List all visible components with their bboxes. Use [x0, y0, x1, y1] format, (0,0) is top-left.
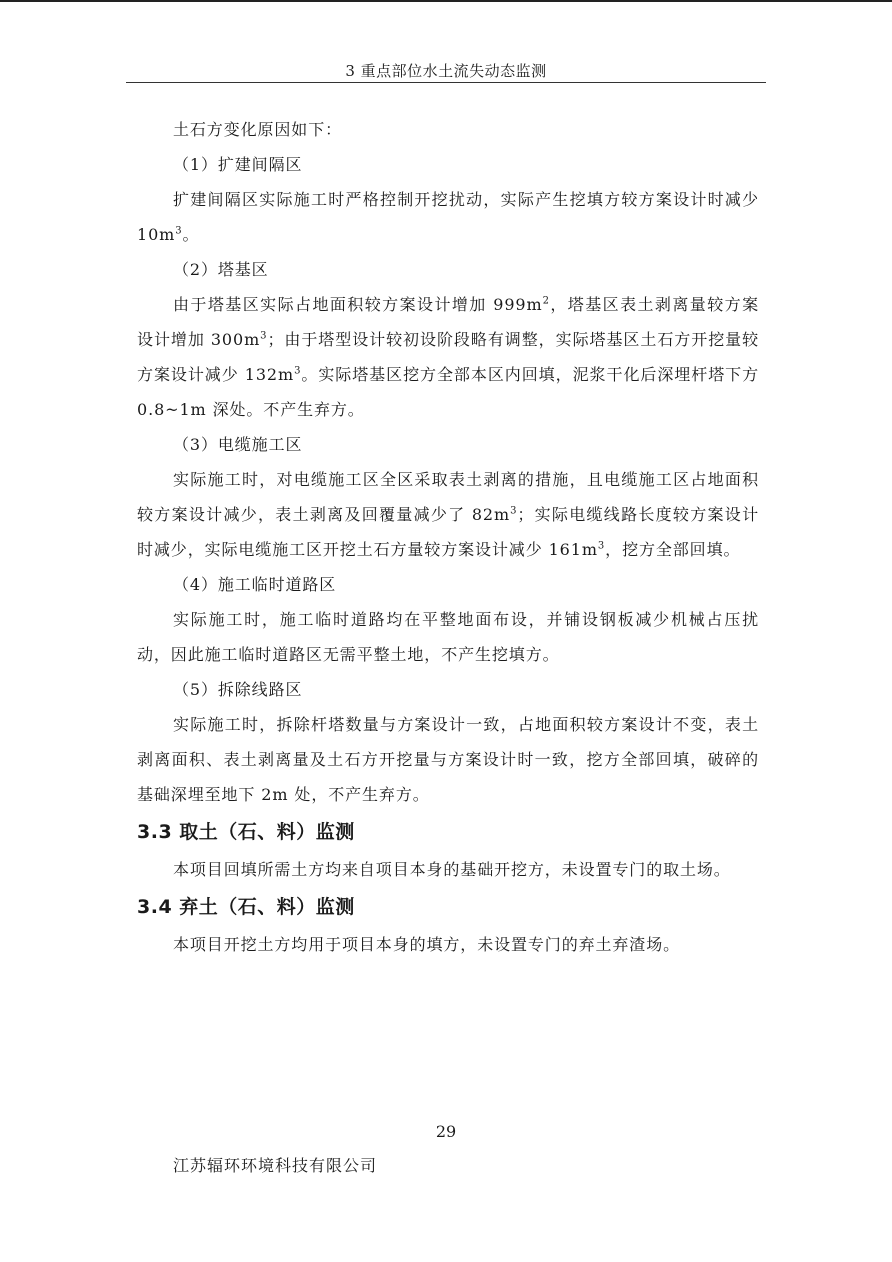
item2-paragraph: 由于塔基区实际占地面积较方案设计增加 $999m^2$，塔基区表土剥离量较方案设计增加 $300m^3$；由于塔型设计较初设阶段略有调整，实际塔基区土石方开挖量较方案设计减少 $132m^3$。实际塔基区挖方全部本区内回填，泥浆干化后深埋杆塔下方 0.8~1m 深处。不产生弃方。 [137, 295, 759, 419]
body-text [137, 112, 759, 962]
section-3-4-heading: 3.4 弃土（石、料）监测 [137, 896, 355, 918]
item5-title: （5）拆除线路区 [173, 680, 303, 699]
section-3-4-paragraph: 本项目开挖土方均用于项目本身的填方，未设置专门的弃土弃渣场。 [173, 935, 681, 954]
item4-paragraph: 实际施工时，施工临时道路均在平整地面布设，并铺设钢板减少机械占压扰动，因此施工临时道路区无需平整土地，不产生挖填方。 [137, 610, 759, 664]
top-border-rule [0, 0, 892, 2]
footer-company: 江苏辐环环境科技有限公司 [173, 1156, 378, 1175]
item3-title: （3）电缆施工区 [173, 435, 303, 454]
section-3-3-heading: 3.3 取土（石、料）监测 [137, 821, 355, 843]
item1-title: （1）扩建间隔区 [173, 155, 303, 174]
item4-title: （4）施工临时道路区 [173, 575, 337, 594]
intro-paragraph: 土石方变化原因如下： [173, 120, 343, 139]
item1-paragraph: 扩建间隔区实际施工时严格控制开挖扰动，实际产生挖填方较方案设计时减少 $10m^3$。 [137, 190, 759, 244]
running-header: 3 重点部位水土流失动态监测 [345, 62, 547, 80]
section-3-3-paragraph: 本项目回填所需土方均来自项目本身的基础开挖方，未设置专门的取土场。 [173, 860, 731, 879]
item3-paragraph: 实际施工时，对电缆施工区全区采取表土剥离的措施，且电缆施工区占地面积较方案设计减少，表土剥离及回覆量减少了 $82m^3$；实际电缆线路长度较方案设计时减少，实际电缆施工区开挖土石方量较方案设计减少 $161m^3$，挖方全部回填。 [137, 470, 759, 559]
header-rule [126, 82, 766, 83]
item5-paragraph: 实际施工时，拆除杆塔数量与方案设计一致，占地面积较方案设计不变，表土剥离面积、表土剥离量及土石方开挖量与方案设计时一致，挖方全部回填，破碎的基础深埋至地下 2m 处，不产生弃方。 [137, 715, 759, 804]
item2-title: （2）塔基区 [173, 260, 269, 279]
page-number: 29 [435, 1122, 457, 1141]
